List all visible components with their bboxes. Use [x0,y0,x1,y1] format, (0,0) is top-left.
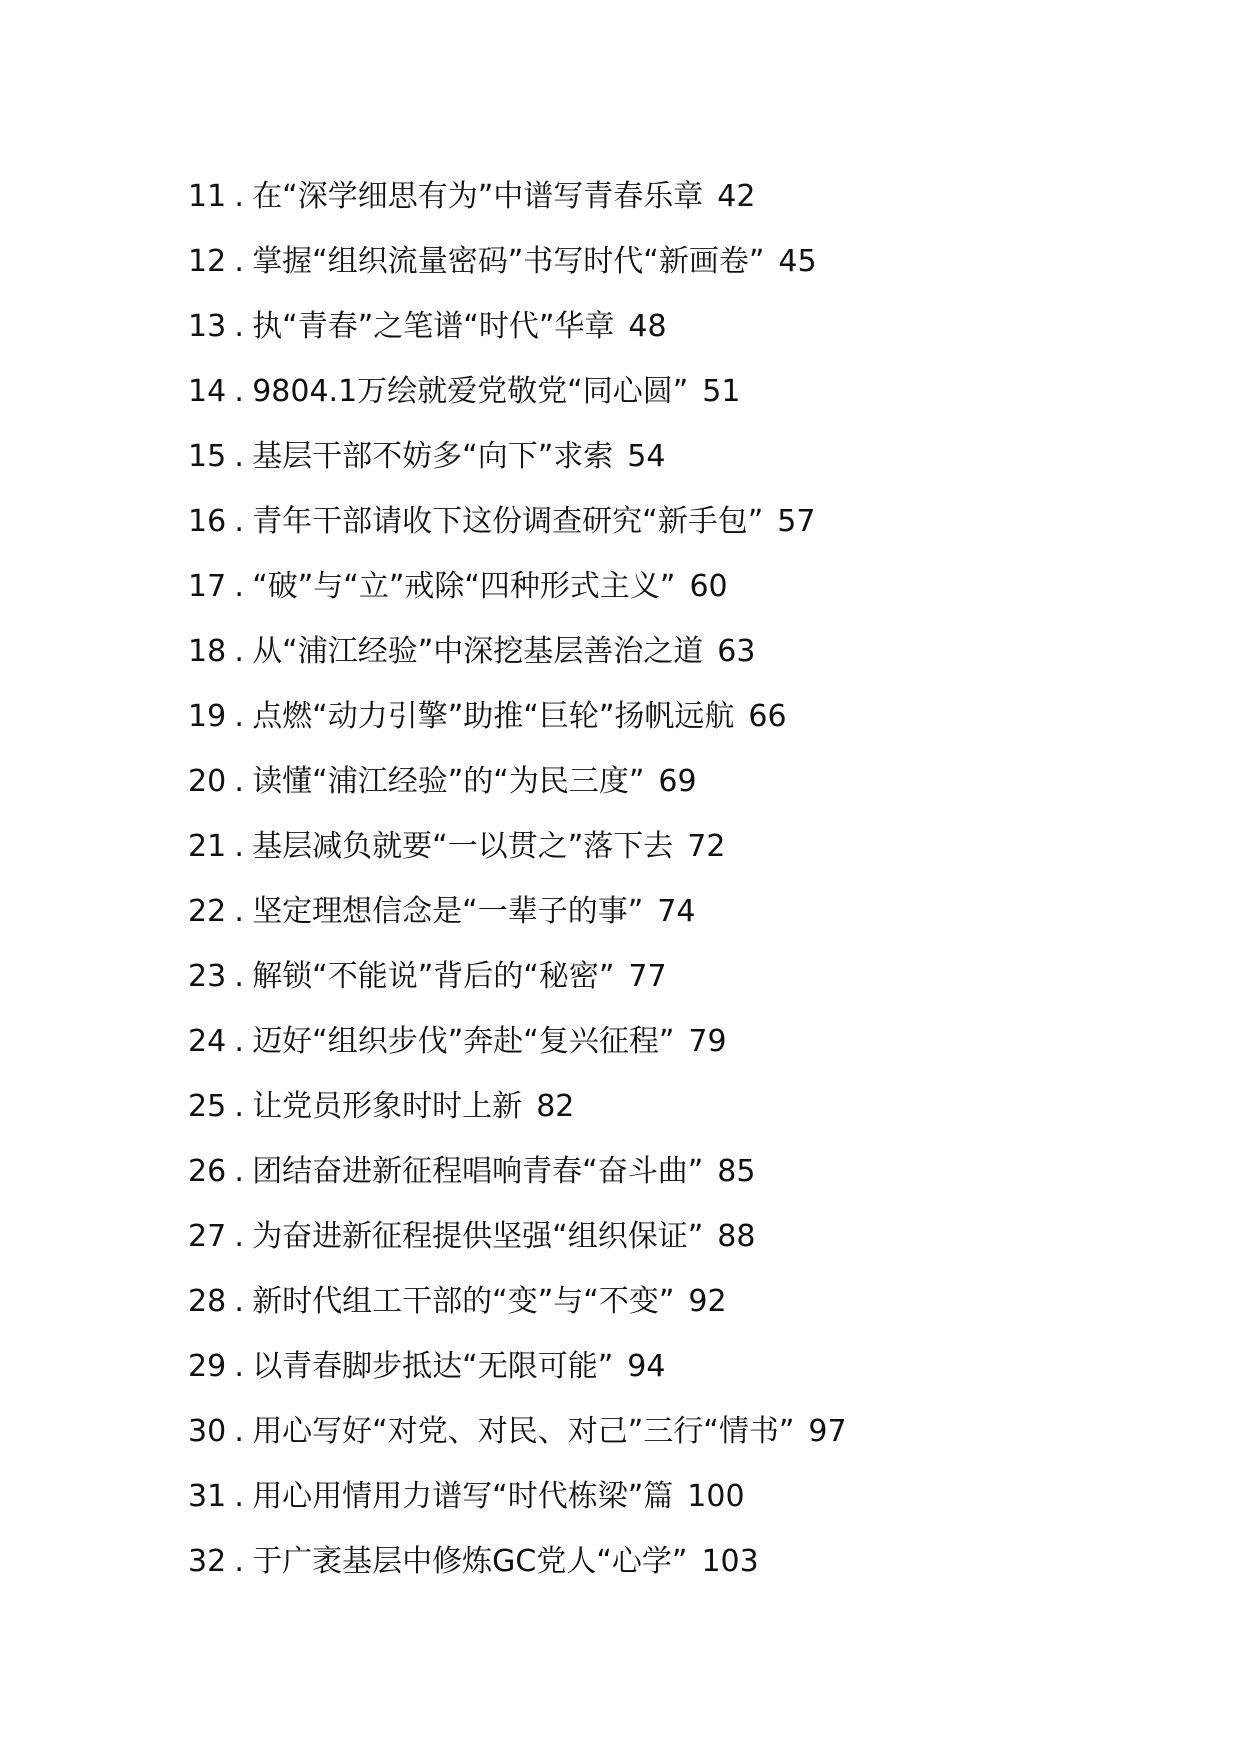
entry-page-number: 100 [687,1479,745,1514]
entry-number: 29 [188,1349,227,1384]
toc-entry: 16 . 青年干部请收下这份调查研究“新手包” 57 [188,489,1188,554]
entry-number: 32 [188,1544,227,1579]
entry-page-number: 72 [687,829,726,864]
entry-number: 23 [188,959,227,994]
entry-page-number: 74 [657,894,696,929]
entry-title: 为奋进新征程提供坚强“组织保证” [252,1219,704,1254]
entry-title: 于广袤基层中修炼GC党人“心学” [252,1544,688,1579]
entry-number: 26 [188,1154,227,1189]
entry-title: 基层减负就要“一以贯之”落下去 [252,829,674,864]
entry-number: 11 [188,179,227,214]
entry-number: 18 [188,634,227,669]
entry-page-number: 77 [628,959,667,994]
toc-entry: 21 . 基层减负就要“一以贯之”落下去 72 [188,814,1188,879]
entry-page-number: 45 [778,244,817,279]
entry-number: 19 [188,699,227,734]
entry-page-number: 69 [658,764,697,799]
entry-number: 17 [188,569,227,604]
entry-number: 22 [188,894,227,929]
toc-entry: 19 . 点燃“动力引擎”助推“巨轮”扬帆远航 66 [188,684,1188,749]
entry-number: 20 [188,764,227,799]
entry-title: 用心写好“对党、对民、对己”三行“情书” [252,1414,795,1449]
entry-page-number: 48 [628,309,667,344]
toc-entry: 32 . 于广袤基层中修炼GC党人“心学” 103 [188,1529,1188,1594]
entry-title: 青年干部请收下这份调查研究“新手包” [252,504,764,539]
entry-number: 16 [188,504,227,539]
entry-title: 基层干部不妨多“向下”求索 [252,439,614,474]
entry-title: 坚定理想信念是“一辈子的事” [252,894,644,929]
toc-entry: 26 . 团结奋进新征程唱响青春“奋斗曲” 85 [188,1139,1188,1204]
entry-number: 24 [188,1024,227,1059]
entry-page-number: 63 [717,634,756,669]
toc-entry: 18 . 从“浦江经验”中深挖基层善治之道 63 [188,619,1188,684]
toc-entry: 12 . 掌握“组织流量密码”书写时代“新画卷” 45 [188,229,1188,294]
toc-entry: 31 . 用心用情用力谱写“时代栋梁”篇 100 [188,1464,1188,1529]
entry-page-number: 60 [689,569,728,604]
toc-entry: 23 . 解锁“不能说”背后的“秘密” 77 [188,944,1188,1009]
entry-page-number: 85 [717,1154,756,1189]
entry-page-number: 97 [808,1414,847,1449]
entry-page-number: 51 [702,374,741,409]
entry-title: 执“青春”之笔谱“时代”华章 [252,309,615,344]
table-of-contents [188,164,1188,1594]
entry-title: 读懂“浦江经验”的“为民三度” [252,764,645,799]
entry-page-number: 66 [748,699,787,734]
toc-entry: 29 . 以青春脚步抵达“无限可能” 94 [188,1334,1188,1399]
entry-page-number: 88 [717,1219,756,1254]
toc-entry: 15 . 基层干部不妨多“向下”求索 54 [188,424,1188,489]
entry-page-number: 103 [701,1544,759,1579]
entry-page-number: 92 [688,1284,727,1319]
entry-number: 31 [188,1479,227,1514]
toc-entry: 25 . 让党员形象时时上新 82 [188,1074,1188,1139]
entry-title: 解锁“不能说”背后的“秘密” [252,959,615,994]
entry-title: 点燃“动力引擎”助推“巨轮”扬帆远航 [252,699,735,734]
entry-number: 15 [188,439,227,474]
entry-number: 25 [188,1089,227,1124]
entry-number: 30 [188,1414,227,1449]
entry-title: 迈好“组织步伐”奔赴“复兴征程” [252,1024,675,1059]
entry-title: 团结奋进新征程唱响青春“奋斗曲” [252,1154,704,1189]
entry-title: 新时代组工干部的“变”与“不变” [252,1284,675,1319]
entry-number: 21 [188,829,227,864]
entry-title: 以青春脚步抵达“无限可能” [252,1349,614,1384]
entry-page-number: 79 [688,1024,727,1059]
entry-page-number: 42 [717,179,756,214]
entry-page-number: 54 [627,439,666,474]
toc-entry: 17 . “破”与“立”戒除“四种形式主义” 60 [188,554,1188,619]
entry-page-number: 94 [627,1349,666,1384]
entry-number: 13 [188,309,227,344]
entry-title: 用心用情用力谱写“时代栋梁”篇 [252,1479,674,1514]
toc-entry: 30 . 用心写好“对党、对民、对己”三行“情书” 97 [188,1399,1188,1464]
entry-number: 28 [188,1284,227,1319]
toc-entry: 11 . 在“深学细思有为”中谱写青春乐章 42 [188,164,1188,229]
entry-number: 27 [188,1219,227,1254]
toc-entry: 28 . 新时代组工干部的“变”与“不变” 92 [188,1269,1188,1334]
toc-entry: 22 . 坚定理想信念是“一辈子的事” 74 [188,879,1188,944]
toc-entry: 13 . 执“青春”之笔谱“时代”华章 48 [188,294,1188,359]
entry-page-number: 57 [777,504,816,539]
toc-entry: 20 . 读懂“浦江经验”的“为民三度” 69 [188,749,1188,814]
toc-entry: 27 . 为奋进新征程提供坚强“组织保证” 88 [188,1204,1188,1269]
entry-title: 从“浦江经验”中深挖基层善治之道 [252,634,704,669]
entry-title: 9804.1万绘就爱党敬党“同心圆” [252,374,689,409]
entry-page-number: 82 [536,1089,575,1124]
entry-number: 12 [188,244,227,279]
toc-entry: 24 . 迈好“组织步伐”奔赴“复兴征程” 79 [188,1009,1188,1074]
toc-entry: 14 . 9804.1万绘就爱党敬党“同心圆” 51 [188,359,1188,424]
entry-title: 掌握“组织流量密码”书写时代“新画卷” [252,244,765,279]
entry-number: 14 [188,374,227,409]
entry-title: 在“深学细思有为”中谱写青春乐章 [252,179,704,214]
entry-title: “破”与“立”戒除“四种形式主义” [252,569,676,604]
entry-title: 让党员形象时时上新 [252,1089,523,1124]
